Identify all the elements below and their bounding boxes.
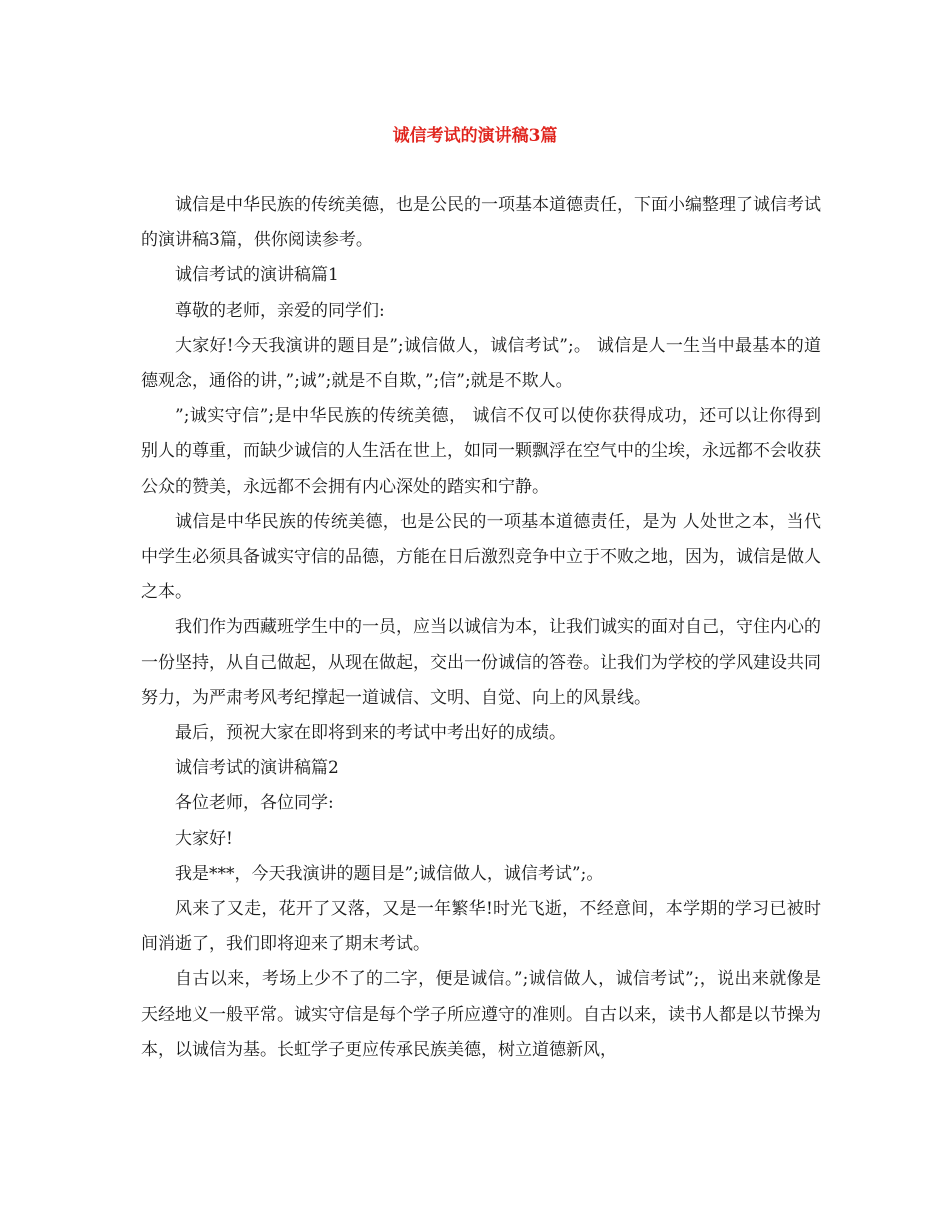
- document-title: 诚信考试的演讲稿3篇: [392, 126, 558, 146]
- paragraph: 我们作为西藏班学生中的一员，应当以诚信为本，让我们诚实的面对自己，守住内心的一份坚持，从自己做起，从现在做起，交出一份诚信的答卷。让我们为学校的学风建设共同努力，为严肃考风考纪撑起一道诚信、文明、自觉、向上的风景线。: [141, 617, 821, 708]
- paragraph: 最后，预祝大家在即将到来的考试中考出好的成绩。: [175, 723, 566, 744]
- section-heading-2: 诚信考试的演讲稿篇2: [175, 758, 339, 779]
- paragraph: 风来了又走，花开了又落，又是一年繁华!时光飞逝，不经意间，本学期的学习已被时间消逝了，我们即将迎来了期末考试。: [141, 899, 821, 955]
- document-body: [141, 188, 821, 1068]
- salutation-1: 尊敬的老师，亲爱的同学们:: [175, 300, 385, 321]
- paragraph: 我是***，今天我演讲的题目是”;诚信做人，诚信考试”;。: [175, 863, 604, 884]
- salutation-2: 各位老师，各位同学:: [175, 793, 334, 814]
- paragraph: 大家好!今天我演讲的题目是”;诚信做人，诚信考试”;。 诚信是人一生当中最基本的道德观念，通俗的讲，”;诚”;就是不自欺，”;信”;就是不欺人。: [141, 335, 821, 392]
- paragraph: 诚信是中华民族的传统美德，也是公民的一项基本道德责任，是为 人处世之本，当代中学生必须具备诚实守信的品德，方能在日后激烈竞争中立于不败之地，因为，诚信是做人之本。: [141, 511, 821, 603]
- paragraph-intro: 诚信是中华民族的传统美德，也是公民的一项基本道德责任，下面小编整理了诚信考试的演讲稿3篇，供你阅读参考。: [141, 195, 821, 251]
- paragraph: 自古以来，考场上少不了的二字，便是诚信。”;诚信做人，诚信考试”;，说出来就像是天经地义一般平常。诚实守信是每个学子所应遵守的准则。自古以来，读书人都是以节操为本，以诚信为基。长虹学子更应传承民族美德，树立道德新风，: [141, 969, 821, 1060]
- greeting: 大家好!: [175, 828, 233, 849]
- paragraph: ”;诚实守信”;是中华民族的传统美德， 诚信不仅可以使你获得成功，还可以让你得到别人的尊重，而缺少诚信的人生活在世上，如同一颗飘浮在空气中的尘埃，永远都不会收获公众的赞美，永远都不会拥有内心深处的踏实和宁静。: [141, 406, 821, 497]
- section-heading-1: 诚信考试的演讲稿篇1: [175, 265, 339, 286]
